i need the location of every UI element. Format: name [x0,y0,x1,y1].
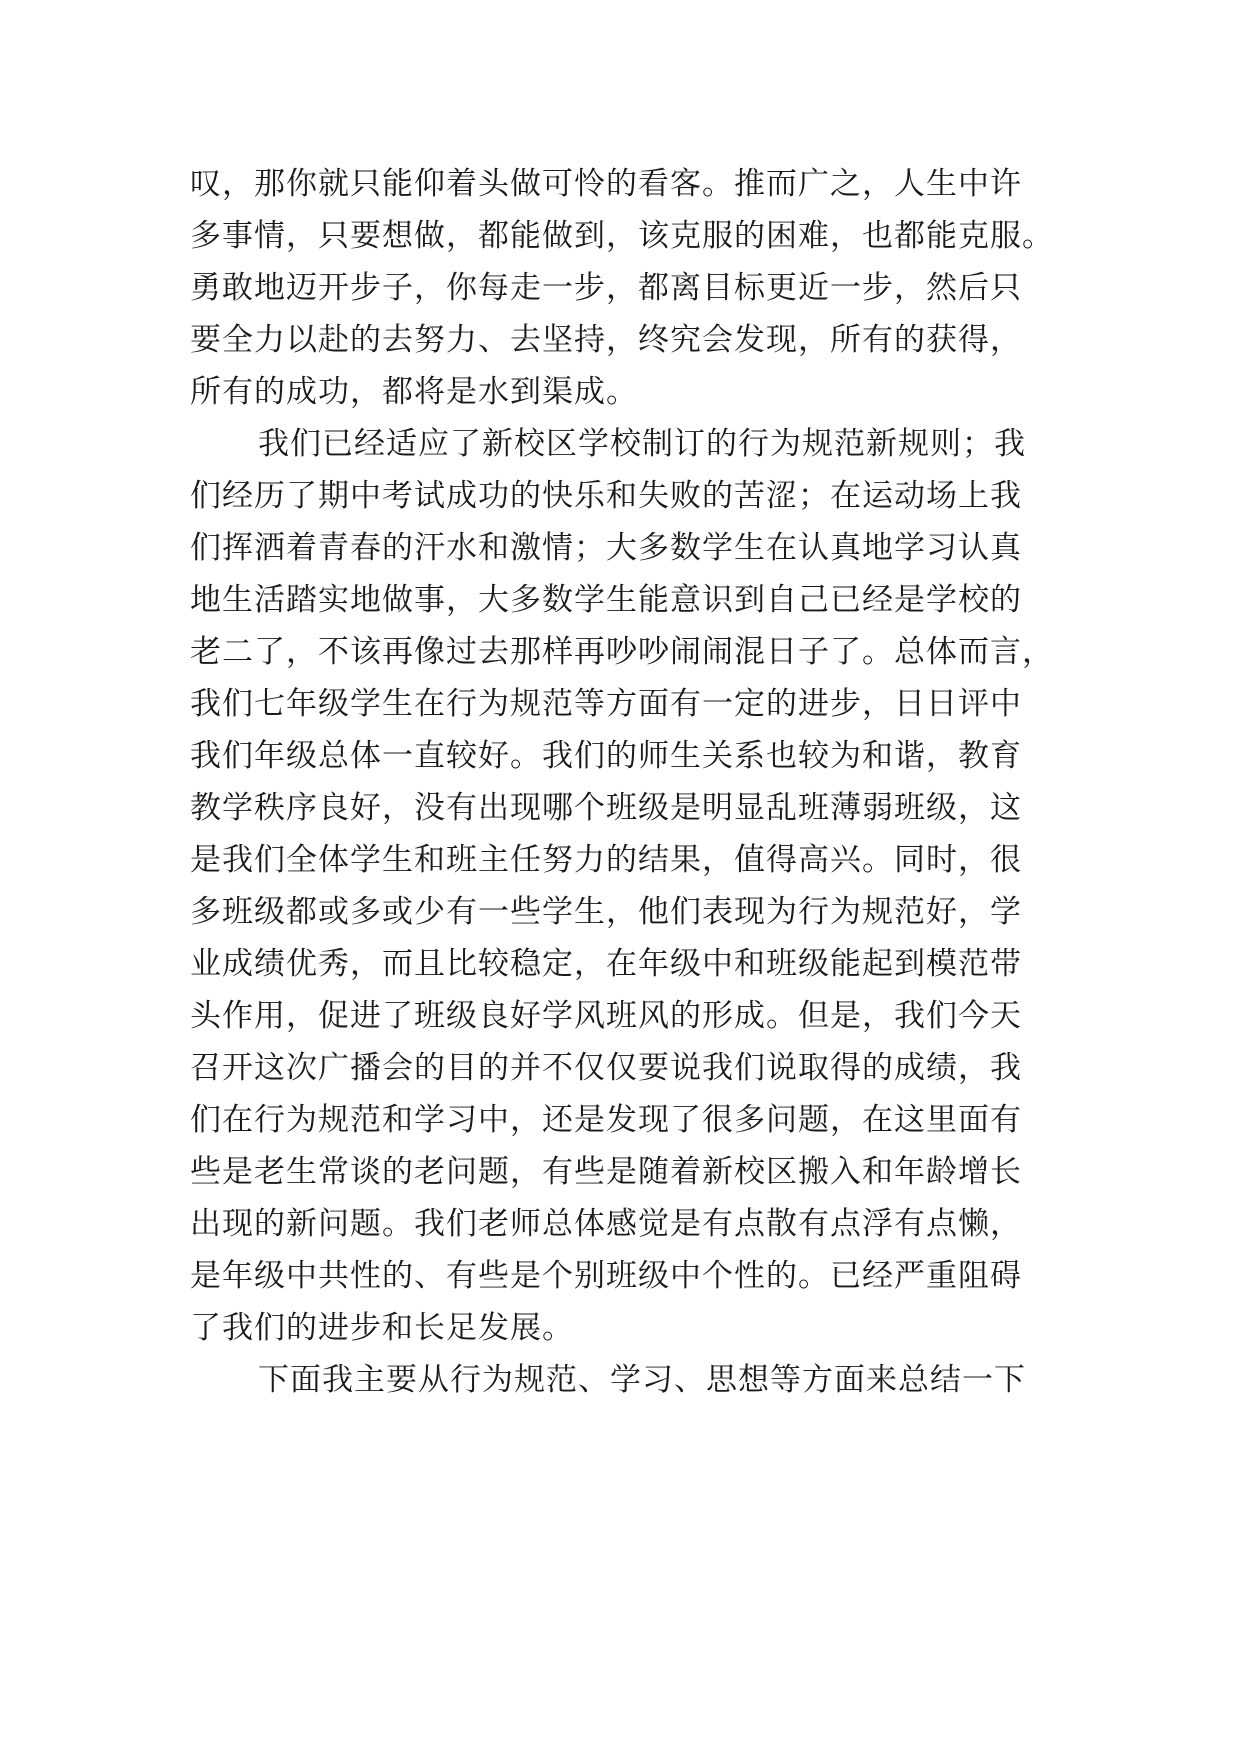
text-line: 我们年级总体一直较好。我们的师生关系也较为和谐，教育 [190,738,1022,774]
text-line: 了我们的进步和长足发展。 [190,1310,574,1346]
text-line: 要全力以赴的去努力、去坚持，终究会发现，所有的获得， [190,322,1022,358]
text-line: 头作用，促进了班级良好学风班风的形成。但是，我们今天 [190,998,1022,1034]
text-line: 多班级都或多或少有一些学生，他们表现为行为规范好，学 [190,894,1022,930]
paragraph-3 [190,1354,1070,1406]
text-line: 召开这次广播会的目的并不仅仅要说我们说取得的成绩，我 [190,1050,1022,1086]
text-line: 下面我主要从行为规范、学习、思想等方面来总结一下 [258,1362,1026,1398]
text-line: 们挥洒着青春的汗水和激情；大多数学生在认真地学习认真 [190,530,1022,566]
text-line: 出现的新问题。我们老师总体感觉是有点散有点浮有点懒， [190,1206,1022,1242]
text-line: 们在行为规范和学习中，还是发现了很多问题，在这里面有 [190,1102,1022,1138]
text-line: 所有的成功，都将是水到渠成。 [190,374,638,410]
text-line: 我们七年级学生在行为规范等方面有一定的进步，日日评中 [190,686,1022,722]
paragraph-2 [190,418,1070,1354]
body-text [190,158,1070,1406]
text-line: 多事情，只要想做，都能做到，该克服的困难，也都能克服。 [190,218,1054,254]
paragraph-1 [190,158,1070,418]
text-line: 是我们全体学生和班主任努力的结果，值得高兴。同时，很 [190,842,1022,878]
text-line: 些是老生常谈的老问题，有些是随着新校区搬入和年龄增长 [190,1154,1022,1190]
text-line: 叹，那你就只能仰着头做可怜的看客。推而广之，人生中许 [190,166,1022,202]
text-line: 业成绩优秀，而且比较稳定，在年级中和班级能起到模范带 [190,946,1022,982]
text-line: 们经历了期中考试成功的快乐和失败的苦涩；在运动场上我 [190,478,1022,514]
text-line: 勇敢地迈开步子，你每走一步，都离目标更近一步，然后只 [190,270,1022,306]
text-line: 教学秩序良好，没有出现哪个班级是明显乱班薄弱班级，这 [190,790,1022,826]
text-line: 我们已经适应了新校区学校制订的行为规范新规则；我 [258,426,1026,462]
text-line: 是年级中共性的、有些是个别班级中个性的。已经严重阻碍 [190,1258,1022,1294]
text-line: 地生活踏实地做事，大多数学生能意识到自己已经是学校的 [190,582,1022,618]
text-line: 老二了，不该再像过去那样再吵吵闹闹混日子了。总体而言， [190,634,1054,670]
